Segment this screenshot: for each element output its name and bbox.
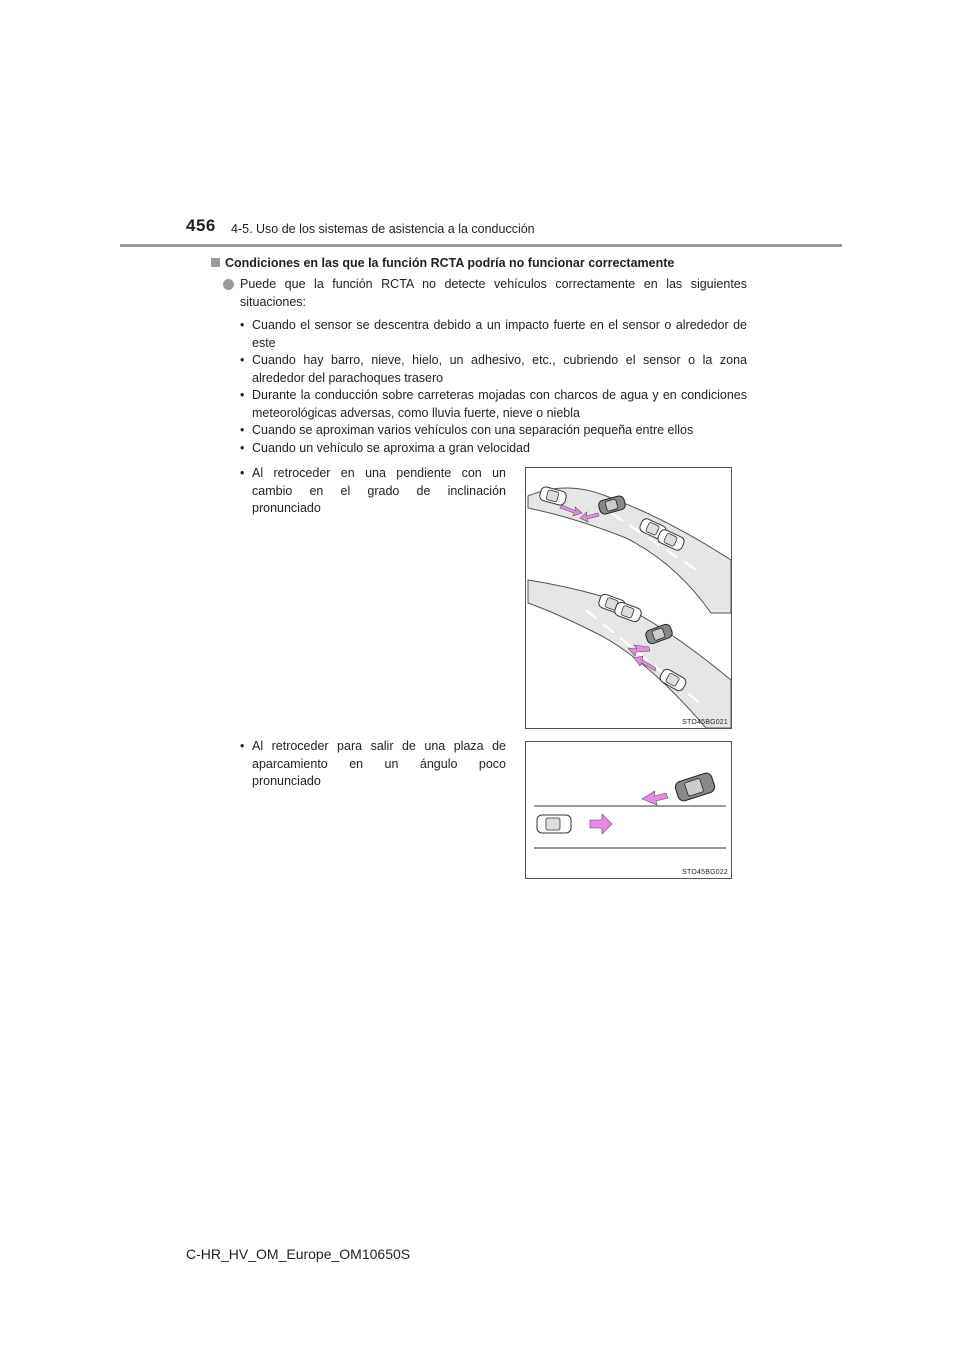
condition-list <box>240 317 747 457</box>
condition-item: • Cuando el sensor se descentra debido a un impacto fuerte en el sensor o alrededor de este <box>240 318 747 350</box>
condition-item: • Cuando un vehículo se aproxima a gran velocidad <box>240 440 530 455</box>
condition-item: • Cuando hay barro, nieve, hielo, un adhesivo, etc., cubriendo el sensor o la zona alrededor del parachoques trasero <box>240 353 747 385</box>
page-number: 456 <box>186 216 216 235</box>
document-id: C-HR_HV_OM_Europe_OM10650S <box>186 1246 411 1262</box>
lead-paragraph <box>223 276 747 311</box>
section-heading <box>211 256 674 270</box>
condition-item: • Cuando se aproximan varios vehículos con una separación pequeña entre ellos <box>240 423 694 437</box>
slope-condition-text: • Al retroceder en una pendiente con un cambio en el grado de inclinación pronunciado <box>240 466 506 515</box>
header-rule <box>120 244 842 247</box>
parking-illustration-drawing <box>526 742 731 878</box>
square-bullet-icon <box>211 258 220 267</box>
figure-code: STO45BG022 <box>682 869 728 876</box>
figure-code: STO45BG021 <box>682 719 728 726</box>
parking-illustration <box>525 741 732 879</box>
section-header: 4-5. Uso de los sistemas de asistencia a la conducción <box>231 222 535 236</box>
section-heading-text: Condiciones en las que la función RCTA podría no funcionar correctamente <box>225 256 675 270</box>
round-bullet-icon <box>223 279 234 290</box>
slope-illustration-drawing <box>526 468 731 728</box>
parking-condition-text: • Al retroceder para salir de una plaza de aparcamiento en un ángulo poco pronunciado <box>240 739 506 788</box>
lead-text: Puede que la función RCTA no detecte vehículos correctamente en las siguientes situaciones: <box>240 277 747 309</box>
condition-item: • Durante la conducción sobre carreteras mojadas con charcos de agua y en condiciones meteorológicas adversas, como lluvia fuerte, nieve o niebla <box>240 388 747 420</box>
slope-illustration <box>525 467 732 729</box>
